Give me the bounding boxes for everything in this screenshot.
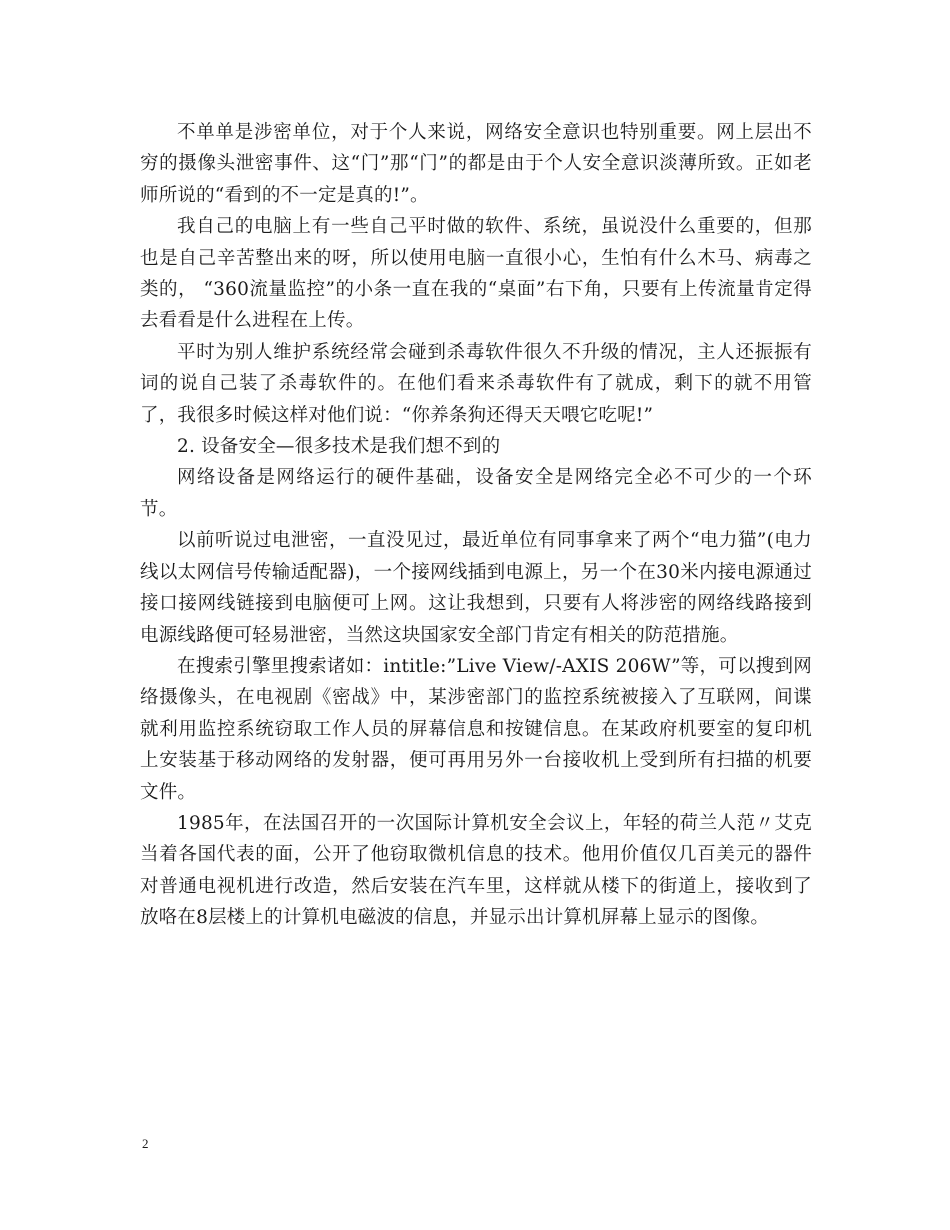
paragraph-1985-conference: 1985年，在法国召开的一次国际计算机安全会议上，年轻的荷兰人范〃艾克当着各国代表的面，公开了他窃取微机信息的技术。他用价值仅几百美元的器件对普通电视机进行改造，然后安装在汽车里，这样就从楼下的街道上，接收到了放咯在8层楼上的计算机电磁波的信息，并显示出计算机屏幕上显示的图像。 xyxy=(140,812,812,929)
paragraph-antivirus-maintenance: 平时为别人维护系统经常会碰到杀毒软件很久不升级的情况，主人还振振有词的说自己装了杀毒软件的。在他们看来杀毒软件有了就成，剩下的就不用管了，我很多时候这样对他们说：“你养条狗还得天天喂它吃呢!” xyxy=(140,341,812,426)
document-body xyxy=(140,117,812,934)
paragraph-personal-security-awareness: 不单单是涉密单位，对于个人来说，网络安全意识也特别重要。网上层出不穷的摄像头泄密事件、这“门”那“门”的都是由于个人安全意识淡薄所致。正如老师所说的“看到的不一定是真的!”。 xyxy=(140,122,812,206)
paragraph-own-computer: 我自己的电脑上有一些自己平时做的软件、系统，虽说没什么重要的，但那也是自己辛苦整出来的呀，所以使用电脑一直很小心，生怕有什么木马、病毒之类的， “360流量监控”的小条一直在我的“桌面”右下角，只要有上传流量肯定得去看看是什么进程在上传。 xyxy=(140,216,812,332)
section-heading-device-security: 2. 设备安全—很多技术是我们想不到的 xyxy=(177,436,501,458)
page-number: 2 xyxy=(142,1136,149,1151)
paragraph-search-engine-cameras: 在搜索引擎里搜索诸如：intitle:”Live View/-AXIS 206W”等，可以搜到网络摄像头，在电视剧《密战》中，某涉密部门的监控系统被接入了互联网，间谍就利用监控系统窃取工作人员的屏幕信息和按键信息。在某政府机要室的复印机上安装基于移动网络的发射器，便可再用另外一台接收机上受到所有扫描的机要文件。 xyxy=(140,655,812,803)
paragraph-network-devices: 网络设备是网络运行的硬件基础，设备安全是网络完全必不可少的一个环节。 xyxy=(140,467,812,520)
paragraph-power-line-leak: 以前听说过电泄密，一直没见过，最近单位有同事拿来了两个“电力猫”(电力线以太网信号传输适配器)，一个接网线插到电源上，另一个在30米内接电源通过接口接网线链接到电脑便可上网。这让我想到，只要有人将涉密的网络线路接到电源线路便可轻易泄密，当然这块国家安全部门肯定有相关的防范措施。 xyxy=(140,530,812,646)
